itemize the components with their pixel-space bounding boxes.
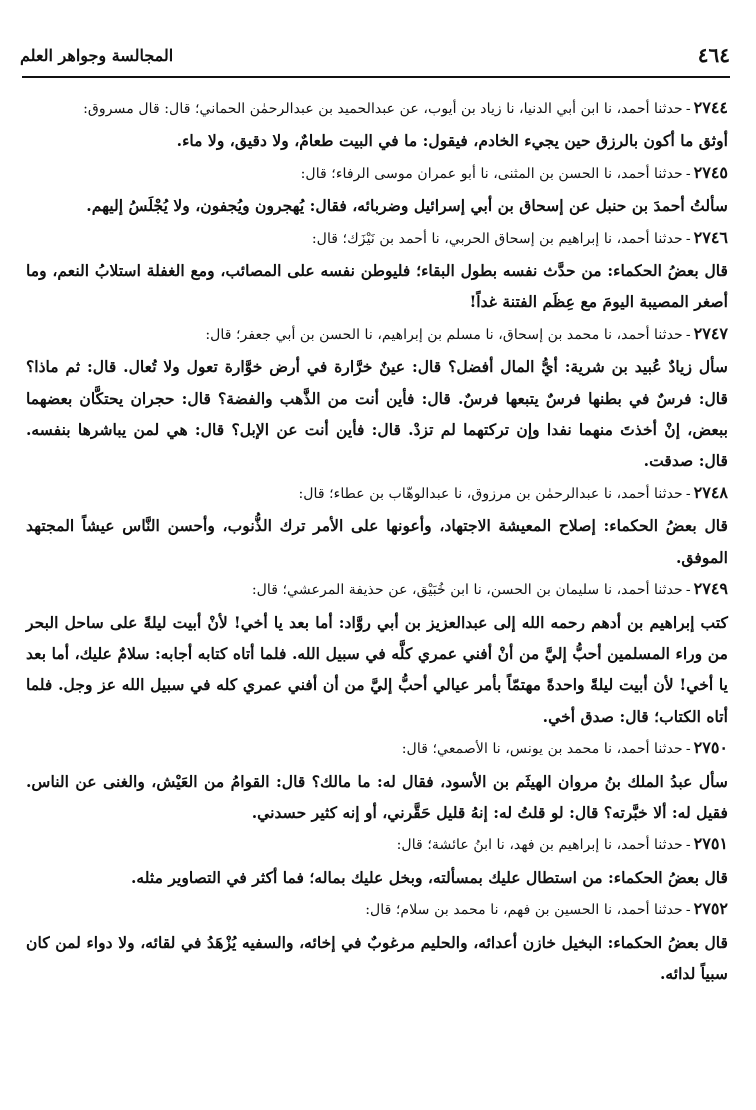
- matn-paragraph: أوثق ما أكون بالرزق حين يجيء الخادم، فيقول: ما في البيت طعامٌ، ولا دقيق، ولا ماء.: [176, 131, 728, 151]
- page-number: ٤٦٤: [697, 43, 730, 67]
- hadith-number: ٢٧٤٤: [693, 98, 728, 117]
- hadith-number: ٢٧٤٨: [693, 482, 728, 502]
- isnad-paragraph: ٢٧٤٦-حدثنا أحمد، نا إبراهيم بن إسحاق الحربي، نا أحمد بن نَيْزَك؛ قال:: [311, 227, 728, 247]
- isnad-paragraph: ٢٧٤٤-حدثنا أحمد، نا ابن أبي الدنيا، نا زياد بن أيوب، عن عبدالحميد بن عبدالرحمٰن الحماني؛ قال: قال مسروق:: [83, 98, 728, 117]
- isnad-text: حدثنا أحمد، نا محمد بن إسحاق، نا مسلم بن إبراهيم، نا الحسن بن أبي جعفر؛ قال:: [205, 326, 683, 343]
- isnad-text: حدثنا أحمد، نا الحسن بن المثنى، نا أبو عمران موسى الرفاء؛ قال:: [300, 165, 683, 182]
- book-title: المجالسة وجواهر العلم: [20, 45, 174, 65]
- isnad-text: حدثنا أحمد، نا محمد بن يونس، نا الأصمعي؛ قال:: [401, 741, 683, 758]
- isnad-text: حدثنا أحمد، نا ابن أبي الدنيا، نا زياد بن أيوب، عن عبدالحميد بن عبدالرحمٰن الحماني؛ قال: قال مسروق:: [83, 101, 683, 117]
- isnad-paragraph: ٢٧٤٨-حدثنا أحمد، نا عبدالرحمٰن بن مرزوق، نا عبدالوهّاب بن عطاء؛ قال:: [298, 482, 728, 502]
- matn-paragraph: كتب إبراهيم بن أدهم رحمه الله إلى عبدالعزيز بن أبي روَّاد: أما بعد يا أخي! لأنْ أبيت ليلةً على ساحل البحر من وراء المسلمين أحبُّ إليَّ من أنْ أفني عمري كلَّه في سبيل الله. فلما أتاه كتابه أجابه: سلامٌ عليك، أما بعد يا أخي! لأن أبيت ليلةً واحدةً مهتمّاً بأمر عيالي أحبُّ إليَّ من أن أفني عمري كله في سبيل الله عز وجل. فلما أتاه الكتاب؛ قال: صدق أخي.: [26, 612, 728, 726]
- hadith-number: ٢٧٥٠: [693, 738, 728, 758]
- hadith-number: ٢٧٤٩: [693, 579, 728, 599]
- page-header: [20, 38, 730, 72]
- isnad-paragraph: ٢٧٥٢-حدثنا أحمد، نا الحسين بن فهم، نا محمد بن سلام؛ قال:: [365, 899, 728, 919]
- matn-paragraph: قال بعضُ الحكماء: من حدَّث نفسه بطول البقاء؛ فليوطن نفسه على المصائب، ومع الغفلة استلابُ النعم، وما أصغر المصيبة اليومَ مع عِظَم الفتنة غداً!: [26, 261, 728, 312]
- isnad-paragraph: ٢٧٤٩-حدثنا أحمد، نا سليمان بن الحسن، نا ابن خُبَيْق، عن حذيفة المرعشي؛ قال:: [251, 579, 728, 599]
- isnad-text: حدثنا أحمد، نا سليمان بن الحسن، نا ابن خُبَيْق، عن حذيفة المرعشي؛ قال:: [251, 582, 683, 599]
- hadith-number: ٢٧٥١: [693, 834, 728, 854]
- hadith-number: ٢٧٥٢: [693, 899, 728, 919]
- matn-paragraph: قال بعضُ الحكماء: من استطال عليك بمسألته، وبخل عليك بماله؛ فما أكثر في التصاوير مثله.: [130, 867, 728, 887]
- hadith-number: ٢٧٤٦: [693, 227, 728, 247]
- isnad-text: حدثنا أحمد، نا إبراهيم بن فهد، نا ابنُ عائشة؛ قال:: [396, 837, 683, 854]
- matn-paragraph: سأل زيادٌ عُبيد بن شرية: أيُّ المال أفضل؟ قال: عينٌ خرَّارة في أرض خوَّارة تعول ولا تُعال. قال: ثم ماذا؟ قال: فرسٌ في بطنها فرسٌ يتبعها فرسٌ. قال: فأين أنت من الذَّهب والفضة؟ قال: حجران يحتكَّان بعضهما ببعض، إنْ أخذتَ منهما نفدا وإن تركتهما لم تزدْ. قال: فأين أنت عن الإبل؟ قال: هي لمن يباشرها بنفسه. قال: صدقت.: [26, 357, 728, 471]
- header-divider: [22, 76, 730, 78]
- matn-paragraph: قال بعضُ الحكماء: إصلاح المعيشة الاجتهاد، وأعونها على الأمر ترك الذُّنوب، وأحسن النَّاس عيشاً المجتهد الموفق.: [26, 516, 728, 567]
- isnad-paragraph: ٢٧٤٧-حدثنا أحمد، نا محمد بن إسحاق، نا مسلم بن إبراهيم، نا الحسن بن أبي جعفر؛ قال:: [205, 323, 728, 343]
- hadith-number: ٢٧٤٥: [693, 162, 728, 182]
- isnad-text: حدثنا أحمد، نا عبدالرحمٰن بن مرزوق، نا عبدالوهّاب بن عطاء؛ قال:: [298, 485, 683, 502]
- page-body: [26, 92, 728, 989]
- isnad-paragraph: ٢٧٥١-حدثنا أحمد، نا إبراهيم بن فهد، نا ابنُ عائشة؛ قال:: [396, 834, 728, 854]
- matn-paragraph: سأل عبدُ الملك بنُ مروان الهيثَم بن الأسود، فقال له: ما مالك؟ قال: القوامُ من العَيْش، والغنى عن الناس. فقيل له: ألا خبَّرته؟ قال: لو قلتُ له: إنهُ قليل حَقَّرني، أو إنه كثير حسدني.: [26, 771, 728, 822]
- matn-paragraph: سألتُ أحمدَ بن حنبل عن إسحاق بن أبي إسرائيل وضربائه، فقال: يُهجرون ويُجفون، ولا يُجْلَسُ إليهم.: [86, 196, 728, 216]
- isnad-text: حدثنا أحمد، نا إبراهيم بن إسحاق الحربي، نا أحمد بن نَيْزَك؛ قال:: [311, 230, 683, 247]
- matn-paragraph: قال بعضُ الحكماء: البخيل خازن أعدائه، والحليم مرغوبٌ في إخائه، والسفيه يُزْهَدُ في لقائه، ولا دواء لمن كان سبياً لدائه.: [26, 932, 728, 983]
- hadith-number: ٢٧٤٧: [693, 323, 728, 343]
- isnad-paragraph: ٢٧٥٠-حدثنا أحمد، نا محمد بن يونس، نا الأصمعي؛ قال:: [401, 738, 728, 758]
- isnad-paragraph: ٢٧٤٥-حدثنا أحمد، نا الحسن بن المثنى، نا أبو عمران موسى الرفاء؛ قال:: [300, 162, 728, 182]
- isnad-text: حدثنا أحمد، نا الحسين بن فهم، نا محمد بن سلام؛ قال:: [365, 902, 683, 919]
